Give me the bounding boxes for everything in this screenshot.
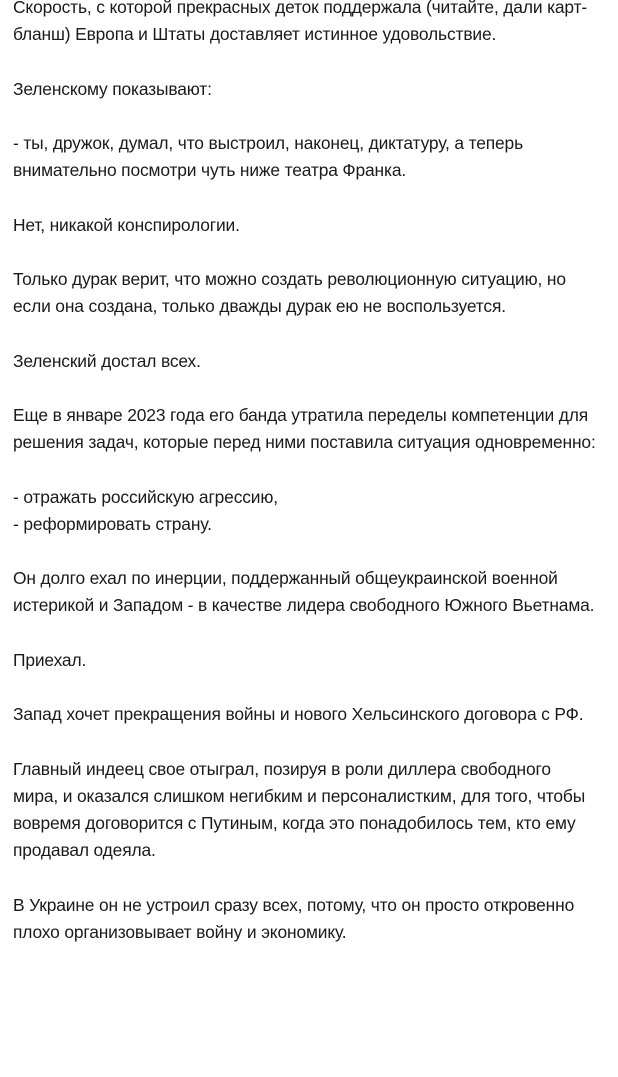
- paragraph-6: Зеленский достал всех.: [13, 350, 201, 371]
- paragraph-2: Зеленскому показывают:: [13, 78, 212, 99]
- paragraph-5: Только дурак верит, что можно создать революционную ситуацию, но если она создана, только дважды дурак ею не воспользуется.: [13, 268, 566, 317]
- paragraph-12: Главный индеец свое отыграл, позируя в роли диллера свободного мира, и оказался слишком негибким и персоналистким, для того, чтобы вовремя договорится с Путиным, когда это понадобилось тем, кто ему продавал одеяла.: [13, 758, 586, 861]
- paragraph-8: - отражать российскую агрессию, - реформировать страну.: [13, 486, 278, 534]
- paragraph-13: В Украине он не устроил сразу всех, потому, что он просто откровенно плохо организовывает войну и экономику.: [13, 894, 575, 942]
- paragraph-9: Он долго ехал по инерции, поддержанный общеукраинской военной истерикой и Западом - в качестве лидера свободного Южного Вьетнама.: [13, 568, 595, 616]
- paragraph-4: Нет, никакой конспирологии.: [13, 214, 240, 235]
- paragraph-11: Запад хочет прекращения войны и нового Хельсинского договора с РФ.: [13, 704, 584, 725]
- paragraph-3: - ты, дружок, думал, что выстроил, наконец, диктатуру, а теперь внимательно посмотри чуть ниже театра Франка.: [13, 132, 523, 181]
- paragraph-10: Приехал.: [13, 649, 87, 670]
- paragraph-7: Еще в январе 2023 года его банда утратила переделы компетенции для решения задач, которые перед ними поставила ситуация одновременно:: [13, 404, 596, 453]
- paragraph-1: Скорость, с которой прекрасных деток поддержала (читайте, дали карт-бланш) Европа и Штаты доставляет истинное удовольствие.: [13, 0, 588, 45]
